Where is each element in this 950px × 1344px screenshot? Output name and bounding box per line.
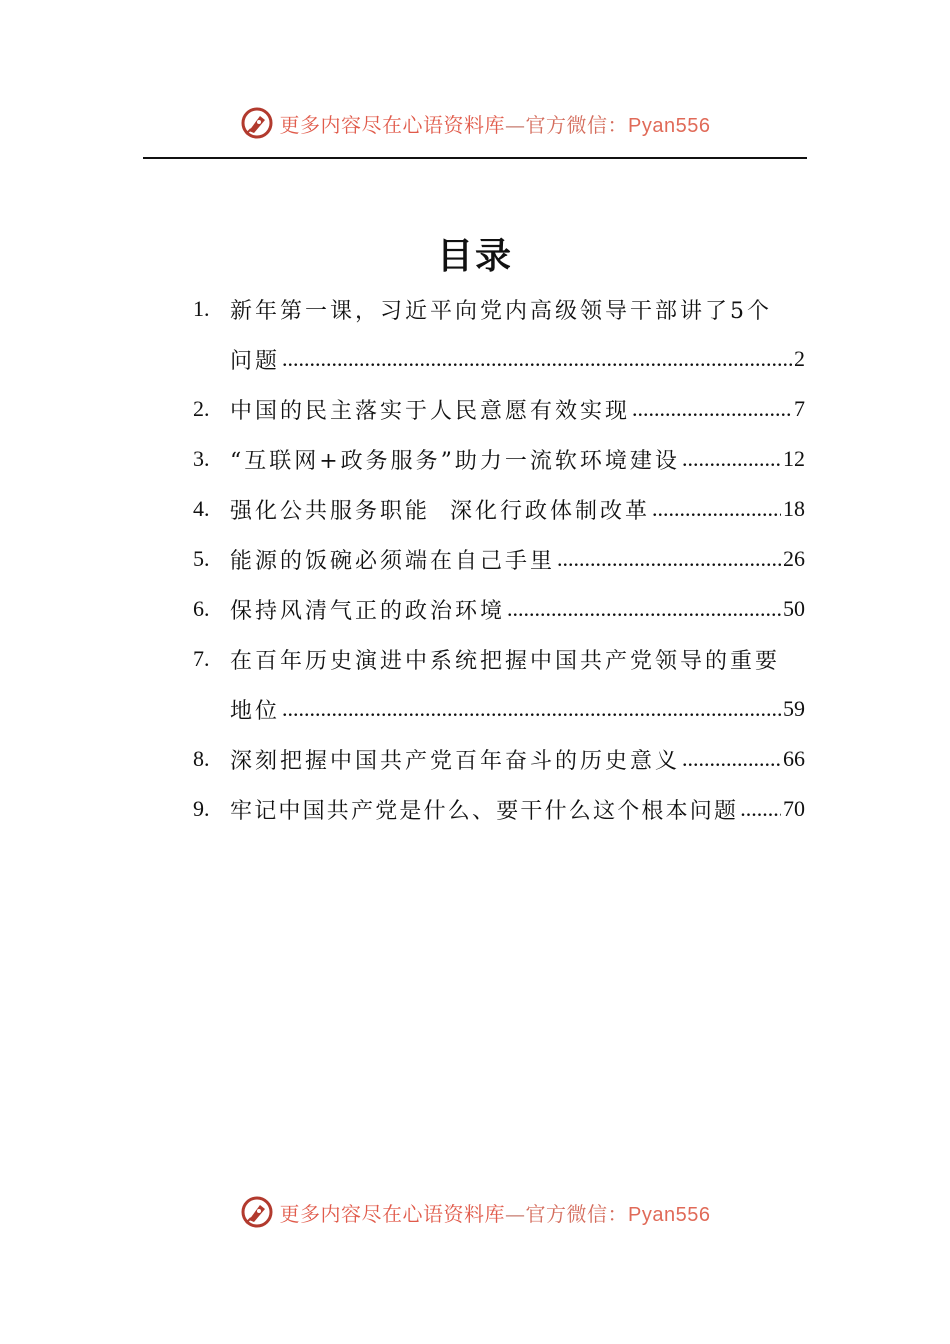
header-wechat-label: 官方微信： — [525, 112, 629, 137]
toc-entry-number: 2. — [193, 396, 210, 421]
footer-separator: — — [505, 1201, 526, 1226]
toc-entry-page: 7 — [794, 396, 805, 421]
toc-entry-number: 8. — [193, 746, 210, 771]
toc-entry-number: 6. — [193, 596, 210, 621]
toc-entry[interactable] — [193, 484, 805, 534]
toc-leader-dots — [652, 496, 781, 522]
footer-banner-text — [280, 1198, 711, 1227]
footer-site-name: 更多内容尽在心语资料库 — [279, 1201, 506, 1226]
toc-entry-page: 70 — [783, 796, 805, 821]
toc-entry-title: “互联网+政务服务”助力一流软环境建设 — [230, 448, 680, 474]
pen-nib-logo-icon — [240, 106, 274, 140]
toc-entry-number: 4. — [193, 496, 210, 521]
pen-nib-logo-icon — [240, 1195, 274, 1229]
toc-entry-number: 5. — [193, 546, 210, 571]
toc-entry-number: 9. — [193, 796, 210, 821]
page-title: 目录 — [436, 235, 513, 277]
footer-banner — [0, 1192, 950, 1232]
toc-entry-title: 新年第一课，习近平向党内高级领导干部讲了5个 — [230, 298, 772, 324]
toc-entry-page: 26 — [783, 546, 805, 571]
toc-leader-dots — [282, 346, 792, 372]
table-of-contents — [193, 284, 805, 834]
toc-entry-page: 12 — [783, 446, 805, 471]
toc-entry-number: 7. — [193, 646, 210, 671]
toc-entry[interactable] — [193, 384, 805, 434]
footer-wechat-id: Pyan556 — [628, 1203, 711, 1226]
toc-entry[interactable] — [193, 434, 805, 484]
toc-entry[interactable] — [193, 584, 805, 634]
toc-entry-number: 3. — [193, 446, 210, 471]
toc-entry-title-continued: 地位 — [230, 698, 281, 724]
header-rule — [143, 157, 807, 159]
toc-leader-dots — [682, 746, 781, 772]
toc-entry-number: 1. — [193, 296, 210, 321]
header-banner-text — [280, 109, 711, 138]
toc-entry-page: 66 — [783, 746, 805, 771]
header-banner — [0, 103, 950, 143]
toc-entry[interactable] — [193, 534, 805, 584]
toc-leader-dots — [632, 396, 792, 422]
toc-entry-title: 牢记中国共产党是什么、要干什么这个根本问题 — [230, 798, 739, 824]
toc-entry-title-continued: 问题 — [230, 348, 281, 374]
toc-entry[interactable] — [193, 784, 805, 834]
footer-wechat-label: 官方微信： — [525, 1201, 629, 1226]
toc-entry-title: 在百年历史演进中系统把握中国共产党领导的重要 — [230, 648, 781, 674]
toc-entry-title: 能源的饭碗必须端在自己手里 — [230, 548, 556, 574]
header-site-name: 更多内容尽在心语资料库 — [279, 112, 506, 137]
toc-leader-dots — [740, 796, 781, 822]
toc-entry-page: 50 — [783, 596, 805, 621]
toc-entry-title: 保持风清气正的政治环境 — [230, 598, 506, 624]
toc-entry[interactable] — [193, 734, 805, 784]
toc-leader-dots — [682, 446, 781, 472]
header-separator: — — [505, 112, 526, 137]
toc-leader-dots — [507, 596, 781, 622]
toc-leader-dots — [557, 546, 781, 572]
toc-entry-title: 深刻把握中国共产党百年奋斗的历史意义 — [230, 748, 681, 774]
header-wechat-id: Pyan556 — [628, 114, 711, 137]
toc-leader-dots — [282, 696, 781, 722]
toc-entry-title: 中国的民主落实于人民意愿有效实现 — [230, 398, 631, 424]
toc-entry[interactable] — [193, 634, 805, 734]
toc-entry-title: 强化公共服务职能 深化行政体制改革 — [230, 498, 650, 524]
toc-entry[interactable] — [193, 284, 805, 384]
toc-entry-page: 59 — [783, 696, 805, 721]
toc-entry-page: 2 — [794, 346, 805, 371]
toc-entry-page: 18 — [783, 496, 805, 521]
